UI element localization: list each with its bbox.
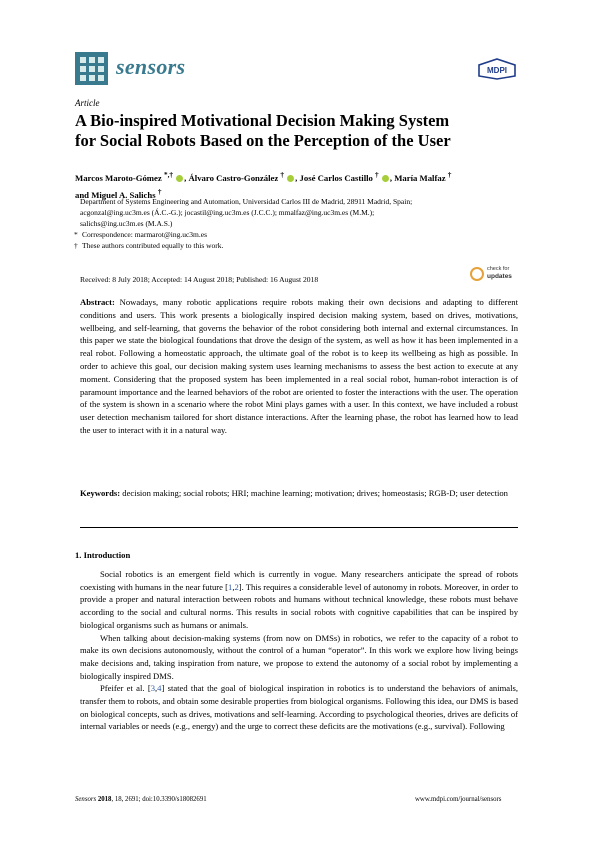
section-divider: [80, 527, 518, 528]
paragraph-text: Social robotics is an emergent field which is currently in vogue. Many researchers anticipate the spread of robots coexisting with humans in the near future [: [80, 569, 518, 592]
check-updates-line2: updates: [487, 273, 512, 280]
orcid-icon[interactable]: [287, 175, 294, 182]
citation-link[interactable]: 1: [228, 581, 233, 592]
check-for-updates-badge[interactable]: [470, 266, 520, 286]
author-name: Álvaro Castro-González: [188, 172, 279, 183]
affiliation-emails: salichs@ing.uc3m.es (M.A.S.): [80, 219, 173, 228]
check-updates-icon: [470, 267, 484, 281]
mdpi-logo-text: MDPI: [487, 66, 507, 75]
author-marks: †: [375, 171, 379, 179]
correspondence-mark: *: [74, 230, 78, 239]
journal-logo-icon: [75, 52, 108, 85]
abstract-text: Nowadays, many robotic applications require robots making their own decisions and adapting to different conditions and users. This work presents a biologically inspired decision making system, based on drives, motivations, wellbeing, and self-learning, that governs the behavior of the robot considering both internal and external circumstances. In this paper we state the biological foundations that drove the design of the system, as well as how it has been implemented in a real robot. Following a homeostatic approach, the ultimate goal of the robot is to keep its wellbeing as high as possible. In order to achieve this goal, our decision making system uses learning mechanisms to assess the best action to execute at any moment. Considering that the proposed system has been implemented in a real social robot, human-robot interaction is of paramount importance and the learned behaviors of the robot are oriented to foster the interactions with the user. The operation of the system is shown in a scenario where the robot Mini plays games with a user. In this context, we have included a robust user detection mechanism tailored for short distance interactions. After the learning phase, the robot has learned how to lead the user to interact with it in a natural way.: [80, 297, 518, 435]
author-conjunction: and: [75, 189, 90, 200]
author-name: Marcos Maroto-Gómez: [75, 172, 162, 183]
paragraph: Social robotics is an emergent field which is currently in vogue. Many researchers anticipate the spread of robots coexisting with humans in the near future [1,2]. This requires a considerable level of autonomy in robots. Moreover, in order to provide a proper and natural interaction between robots and humans without technical knowledge, these robots must behave according to the social and cultural norms. This results in social robots with cognitive capabilities that can be inspired by biological organisms such as humans or animals.: [80, 569, 519, 630]
orcid-icon[interactable]: [176, 175, 183, 182]
affiliation-emails: acgonzal@ing.uc3m.es (Á.C.-G.); jocastil@ing.uc3m.es (J.C.C.); mmalfaz@ing.uc3m.es (M.M.);: [80, 208, 375, 217]
correspondence: Correspondence: marmarot@ing.uc3m.es: [82, 230, 207, 239]
keywords-text: decision making; social robots; HRI; machine learning; motivation; drives; homeostasis; RGB-D; user detection: [122, 488, 508, 498]
title-line-2: for Social Robots Based on the Perception of the User: [75, 131, 451, 150]
footer-doi: , 18, 2691; doi:10.3390/s18082691: [111, 796, 207, 803]
footer-citation: [75, 796, 207, 803]
orcid-icon[interactable]: [382, 175, 389, 182]
keywords: [80, 487, 518, 500]
author-name: Miguel A. Salichs: [91, 189, 156, 200]
author-marks: †: [447, 171, 452, 179]
equal-contribution-note: These authors contributed equally to this work.: [82, 241, 224, 250]
equal-contribution-mark: †: [74, 241, 78, 250]
body-text: [80, 568, 518, 733]
citation-link[interactable]: 3: [150, 683, 155, 694]
title-line-1: A Bio-inspired Motivational Decision Making System: [75, 111, 450, 130]
author-marks: *,†: [163, 171, 173, 179]
paragraph-text: ] stated that the goal of biological inspiration in robotics is to understand the behaviors of animals, transfer them to robots, and obtain some desirable properties from biological organisms. Following this idea, our DMS is based on biological concepts, such as drives, motivations and self-learning. According to psychological theories, drives are deficits of internal variables or needs (e.g., energy) and the urge to correct these deficits are the motivations (e.g., survival). Following: [80, 683, 518, 732]
footer-year: 2018: [97, 796, 112, 803]
paragraph: When talking about decision-making systems (from now on DMSs) in robotics, we refer to the capacity of a robot to make its own decisions autonomously, without the control of a human “operator”. In this work we explore how living beings make decisions and, taking inspiration from nature, we propose to extend the autonomy of a social robot by implementing a biologically inspired DMS.: [80, 632, 518, 681]
author-marks: †: [157, 187, 162, 196]
citation-link[interactable]: 2: [234, 581, 239, 592]
paragraph-text: ]. This requires a considerable level of autonomy in robots. Moreover, in order to provide a proper and natural interaction between robots and humans without technical knowledge, these robots must behave according to the social and cultural norms. This results in social robots with cognitive capabilities that can be inspired by biological organisms such as humans or animals.: [80, 581, 519, 630]
keywords-label: Keywords:: [80, 488, 121, 498]
section-heading: 1. Introduction: [75, 550, 131, 560]
publication-dates: Received: 8 July 2018; Accepted: 14 August 2018; Published: 16 August 2018: [80, 275, 319, 284]
citation-link[interactable]: 4: [157, 683, 162, 694]
affiliations: [74, 196, 525, 251]
paragraph-text: Pfeifer et al. [: [100, 683, 151, 694]
author-list: Marcos Maroto-Gómez *,† , Álvaro Castro-González † , José Carlos Castillo † , María Malfaz † and Miguel A. Salichs †: [75, 171, 452, 200]
footer-journal: Sensors: [75, 796, 97, 803]
paper-title: [75, 111, 525, 151]
mdpi-logo-icon: [477, 58, 517, 80]
author-name: José Carlos Castillo: [299, 172, 373, 183]
article-type: Article: [75, 98, 100, 108]
journal-name: sensors: [116, 54, 186, 79]
author-name: María Malfaz: [394, 172, 446, 183]
check-updates-line1: check for: [487, 266, 510, 272]
footer-url[interactable]: www.mdpi.com/journal/sensors: [415, 796, 502, 803]
abstract-label: Abstract:: [80, 297, 115, 307]
author-marks: †: [280, 171, 284, 179]
affiliation-line: Department of Systems Engineering and Automation, Universidad Carlos III de Madrid, 28911 Madrid, Spain;: [80, 197, 413, 206]
abstract: [80, 296, 518, 437]
paragraph: Pfeifer et al. [3,4] stated that the goal of biological inspiration in robotics is to understand the behaviors of animals, transfer them to robots, and obtain some desirable properties from biological organisms. Following this idea, our DMS is based on biological concepts, such as drives, motivations and self-learning. According to psychological theories, drives are deficits of internal variables or needs (e.g., energy) and the urge to correct these deficits are the motivations (e.g., survival). Following: [80, 683, 518, 732]
